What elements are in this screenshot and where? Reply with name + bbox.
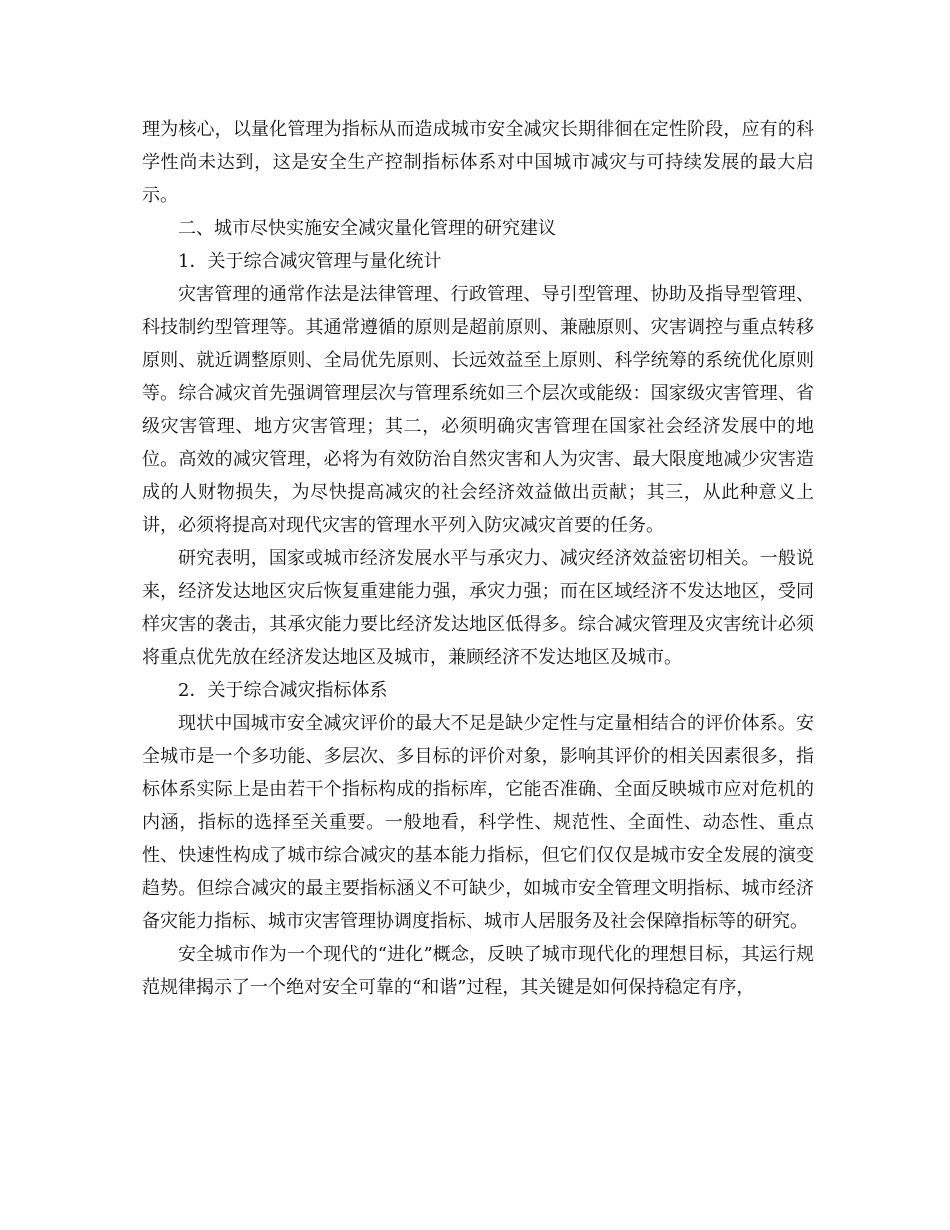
subsection-heading: 1．关于综合减灾管理与量化统计 xyxy=(178,251,442,272)
body-paragraph: 安全城市作为一个现代的“进化”概念，反映了城市现代化的理想目标，其运行规范规律揭示了一个绝对安全可靠的“和谐”过程，其关键是如何保持稳定有序， xyxy=(142,944,814,998)
subsection-heading: 2．关于综合减灾指标体系 xyxy=(178,680,388,701)
body-paragraph: 研究表明，国家或城市经济发展水平与承灾力、减灾经济效益密切相关。一般说来，经济发达地区灾后恢复重建能力强，承灾力强；而在区域经济不发达地区，受同样灾害的袭击，其承灾能力要比经济发达地区低得多。综合减灾管理及灾害统计必须将重点优先放在经济发达地区及城市，兼顾经济不发达地区及城市。 xyxy=(142,548,814,668)
body-paragraph: 现状中国城市安全减灾评价的最大不足是缺少定性与定量相结合的评价体系。安全城市是一个多功能、多层次、多目标的评价对象，影响其评价的相关因素很多，指标体系实际上是由若干个指标构成的指标库，它能否准确、全面反映城市应对危机的内涵，指标的选择至关重要。一般地看，科学性、规范性、全面性、动态性、重点性、快速性构成了城市综合减灾的基本能力指标，但它们仅仅是城市安全发展的演变趋势。但综合减灾的最主要指标涵义不可缺少，如城市安全管理文明指标、城市经济备灾能力指标、城市灾害管理协调度指标、城市人居服务及社会保障指标等的研究。 xyxy=(142,713,814,932)
body-paragraph: 灾害管理的通常作法是法律管理、行政管理、导引型管理、协助及指导型管理、科技制约型管理等。其通常遵循的原则是超前原则、兼融原则、灾害调控与重点转移原则、就近调整原则、全局优先原则、长远效益至上原则、科学统筹的系统优化原则等。综合减灾首先强调管理层次与管理系统如三个层次或能级：国家级灾害管理、省级灾害管理、地方灾害管理；其二，必须明确灾害管理在国家社会经济发展中的地位。高效的减灾管理，必将为有效防治自然灾害和人为灾害、最大限度地减少灾害造成的人财物损失，为尽快提高减灾的社会经济效益做出贡献；其三，从此种意义上讲，必须将提高对现代灾害的管理水平列入防灾减灾首要的任务。 xyxy=(142,284,814,536)
document-body xyxy=(142,113,814,1004)
section-heading: 二、城市尽快实施安全减灾量化管理的研究建议 xyxy=(178,218,556,239)
paragraph-continuation: 理为核心，以量化管理为指标从而造成城市安全减灾长期徘徊在定性阶段，应有的科学性尚未达到，这是安全生产控制指标体系对中国城市减灾与可持续发展的最大启示。 xyxy=(142,119,814,206)
